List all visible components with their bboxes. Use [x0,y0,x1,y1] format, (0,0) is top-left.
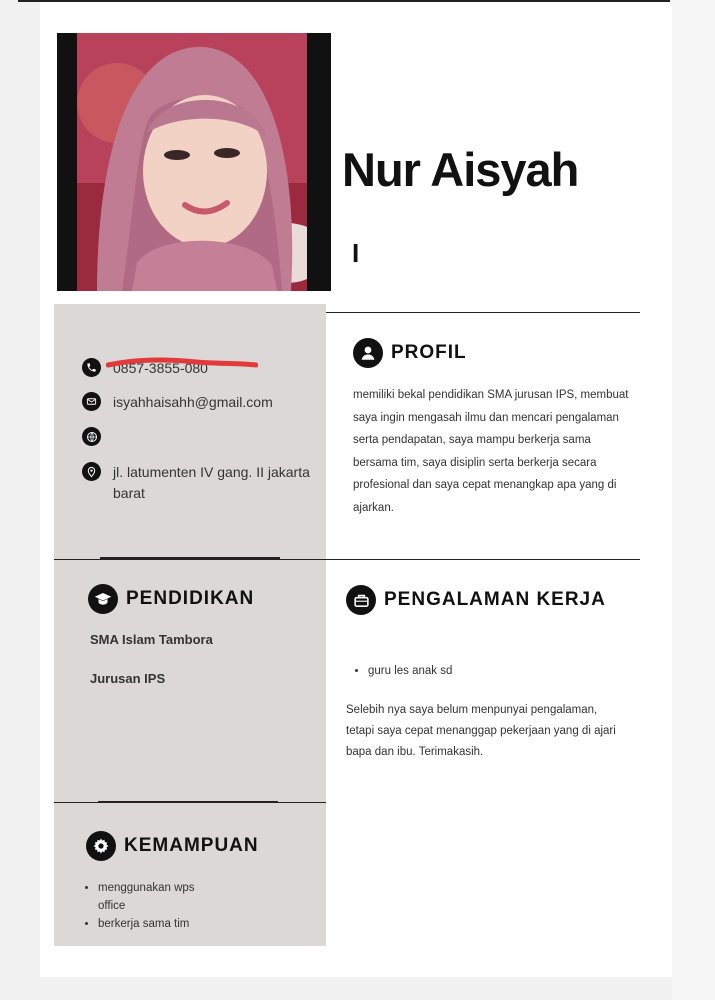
school-major: Jurusan IPS [90,671,166,686]
gear-icon [86,831,116,861]
globe-icon [82,427,101,446]
list-item: • berkerja sama tim [98,915,208,933]
person-name: Nur Aisyah [342,143,579,196]
profil-title: PROFIL [391,342,467,363]
divider-pendidikan [54,559,640,560]
profile-photo-illustration [77,33,307,291]
profil-heading [353,338,467,368]
divider-profil [326,312,640,313]
contact-email [82,392,333,413]
profile-photo-frame [57,33,331,291]
email-text[interactable]: isyahhaisahh@gmail.com [113,394,273,410]
phone-text[interactable]: 0857-3855-080 [113,360,208,376]
divider-accent-kemampuan [98,801,278,803]
contact-address [82,462,333,504]
kemampuan-list [82,879,208,933]
page-margin [672,0,715,1000]
contact-website [82,427,333,446]
email-icon [82,392,101,411]
pengalaman-list [352,662,452,680]
list-item: • menggunakan wps office [98,879,208,915]
kemampuan-title: KEMAMPUAN [124,835,259,856]
pendidikan-heading [88,584,254,614]
user-icon [353,338,383,368]
phone-icon [82,358,101,377]
pengalaman-heading [346,585,606,615]
profil-text: memiliki bekal pendidikan SMA jurusan IPS, membuat saya ingin mengasah ilmu dan mencari pengalaman serta pendapatan, saya mampu berkerja sama bersama tim, saya disiplin serta berkerja secara profesional dan saya cepat menangkap apa yang di ajarkan. [353,389,629,514]
person-subtitle: I [352,238,360,268]
list-item: • guru les anak sd [368,662,452,680]
redaction-scribble [106,357,258,371]
location-pin-icon [82,462,101,481]
graduation-cap-icon [88,584,118,614]
pengalaman-note: Selebih nya saya belum menpunyai pengalaman, tetapi saya cepat menanggap pekerjaan yang di ajari bapa dan ibu. Terimakasih. [346,704,616,758]
profile-photo [77,33,307,291]
address-text: jl. latumenten IV gang. II jakarta barat [113,464,310,501]
divider-accent-pendidikan [100,557,280,559]
pengalaman-title: PENGALAMAN KERJA [384,589,606,610]
briefcase-icon [346,585,376,615]
school-name: SMA Islam Tambora [90,632,213,647]
pendidikan-title: PENDIDIKAN [126,588,255,609]
kemampuan-heading [86,831,259,861]
